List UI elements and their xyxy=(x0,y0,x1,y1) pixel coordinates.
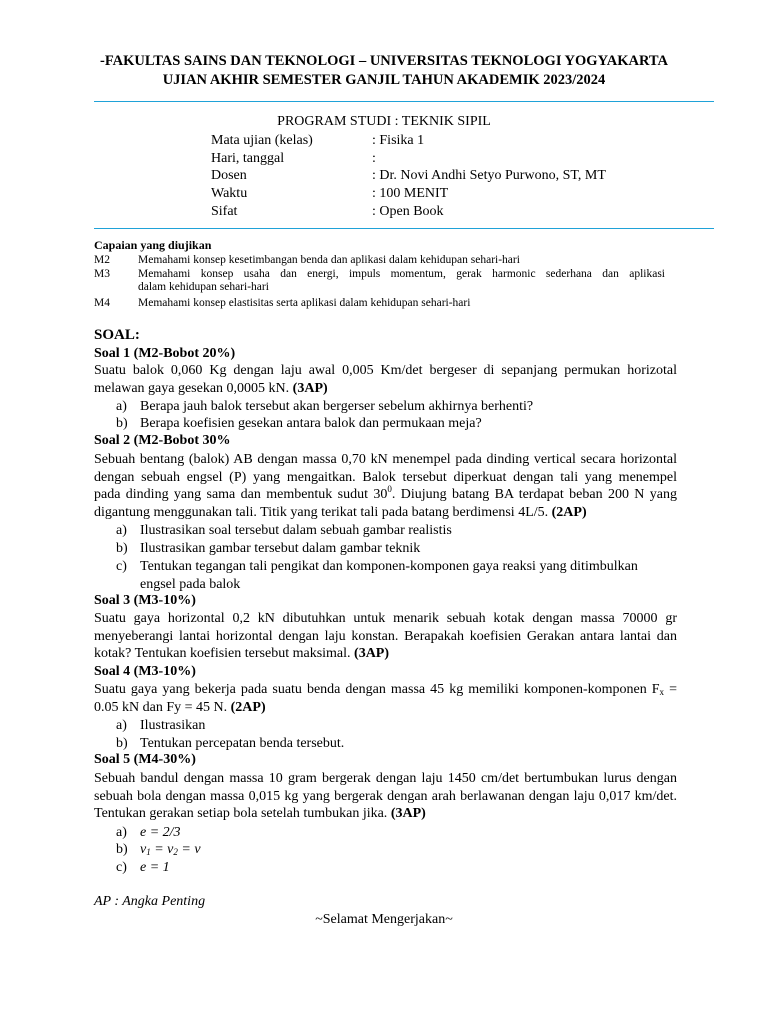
capaian-item-m2 xyxy=(94,254,670,267)
soal-4-text xyxy=(94,681,677,716)
capaian-code: M2 xyxy=(94,254,110,266)
paragraph-line xyxy=(94,681,677,699)
soal-4-title: Soal 4 (M3-10%) xyxy=(94,664,196,679)
ap-marker: (3AP) xyxy=(390,806,426,822)
capaian-heading: Capaian yang diujikan xyxy=(94,238,212,252)
ap-note: AP : Angka Penting xyxy=(94,894,206,909)
paragraph-line: dengan sebuah engsel (P) yang mengaitkan. Balok tersebut diperkuat dengan tali yang menempel xyxy=(94,469,677,485)
paragraph-text: pada dinding yang sama dan membentuk sudut 30 xyxy=(94,487,388,503)
header-divider xyxy=(94,101,714,102)
item-marker: a) xyxy=(116,399,127,414)
paragraph-line: Sebuah bandul dengan massa 10 gram bergerak dengan laju 1450 cm/det bertumbukan lurus dengan xyxy=(94,771,677,786)
item-text: Ilustrasikan soal tersebut dalam sebuah gambar realistis xyxy=(140,523,452,538)
soal-3-title: Soal 3 (M3-10%) xyxy=(94,593,196,608)
paragraph-line xyxy=(94,486,677,504)
paragraph-line xyxy=(94,380,677,398)
paragraph-text: Suatu gaya yang bekerja pada suatu benda dengan massa 45 kg memiliki komponen-komponen F xyxy=(94,682,660,697)
subscript: 2 xyxy=(173,847,178,857)
capaian-text-line: dalam kehidupan sehari-hari xyxy=(138,281,269,293)
paragraph-line xyxy=(94,645,677,663)
capaian-text: Memahami konsep elastisitas serta aplikasi dalam kehidupan sehari-hari xyxy=(138,297,471,309)
paragraph-text: = xyxy=(664,682,677,697)
paragraph-line: Suatu balok 0,060 Kg dengan laju awal 0,005 Km/det bergeser di sepanjang permukan horizotal xyxy=(94,363,677,378)
soal-2-title: Soal 2 (M2-Bobot 30% xyxy=(94,433,231,448)
item-marker: b) xyxy=(116,416,128,431)
paragraph-line xyxy=(94,504,677,522)
item-text: e = 1 xyxy=(140,860,170,875)
soal-5-text xyxy=(94,770,677,823)
paragraph-text: Tentukan gerakan setiap bola setelah tumbukan jika. xyxy=(94,806,391,822)
item-text: Berapa koefisien gesekan antara balok dan permukaan meja? xyxy=(140,416,482,431)
info-label: Waktu xyxy=(211,186,248,201)
item-marker: b) xyxy=(116,842,128,857)
math-var: v xyxy=(140,842,147,857)
ap-marker: (3AP) xyxy=(354,646,390,662)
paragraph-text: kotak? Tentukan koefisien tersebut maksimal. xyxy=(94,646,355,662)
item-text xyxy=(140,558,676,593)
info-label: Sifat xyxy=(211,204,238,219)
paragraph-line: menyeberangi lantai horizontal dengan laju konstan. Berapakah koefisien Gerakan antara lantai dan xyxy=(94,628,677,644)
item-marker: a) xyxy=(116,718,127,733)
info-value: : Fisika 1 xyxy=(372,133,425,148)
capaian-item-m3 xyxy=(94,268,670,294)
info-divider xyxy=(94,228,714,229)
info-label: Mata ujian (kelas) xyxy=(211,133,313,148)
ap-marker: (2AP) xyxy=(551,504,587,520)
math-text: = v xyxy=(150,842,174,857)
capaian-code: M3 xyxy=(94,268,110,280)
item-marker: c) xyxy=(116,860,127,875)
ap-marker: (3AP) xyxy=(292,380,328,396)
item-marker: c) xyxy=(116,559,127,574)
paragraph-line: sebuah bola dengan massa 0,015 kg yang bergerak dengan arah berlawanan dengan laju 0,017 km/det. xyxy=(94,788,677,804)
degree-superscript: 0 xyxy=(387,484,392,495)
item-text-line: Tentukan tegangan tali pengikat dan komponen-komponen gaya reaksi yang ditimbulkan xyxy=(140,559,638,574)
subscript: x xyxy=(659,687,665,697)
ap-marker: (2AP) xyxy=(230,699,266,715)
item-marker: b) xyxy=(116,736,128,751)
capaian-item-m4 xyxy=(94,297,670,310)
soal-1-title: Soal 1 (M2-Bobot 20%) xyxy=(94,346,236,361)
program-studi: PROGRAM STUDI : TEKNIK SIPIL xyxy=(277,114,491,129)
paragraph-text: . Diujung batang BA terdapat beban 200 N yang xyxy=(391,487,677,503)
paragraph-line xyxy=(94,699,677,717)
exam-header-faculty: -FAKULTAS SAINS DAN TEKNOLOGI – UNIVERSITAS TEKNOLOGI YOGYAKARTA xyxy=(100,53,668,69)
item-text: e = 2/3 xyxy=(140,825,181,840)
info-value: : Open Book xyxy=(372,204,444,219)
soal-1-text xyxy=(94,362,677,397)
info-value: : xyxy=(372,151,376,166)
paragraph-text: digantung menggunakan tali. Titik yang terikat tali pada batang berdimensi 4L/5. xyxy=(94,504,552,520)
exam-header-semester: UJIAN AKHIR SEMESTER GANJIL TAHUN AKADEMIK 2023/2024 xyxy=(162,72,606,88)
soal-2-text xyxy=(94,451,677,521)
subscript: 1 xyxy=(146,847,151,857)
item-text: Berapa jauh balok tersebut akan bergerser sebelum akhirnya berhenti? xyxy=(140,399,534,414)
item-text: Tentukan percepatan benda tersebut. xyxy=(140,736,345,751)
soal-heading: SOAL: xyxy=(94,327,140,343)
capaian-text: Memahami konsep kesetimbangan benda dan aplikasi dalam kehidupan sehari-hari xyxy=(138,254,520,266)
paragraph-line: Sebuah bentang (balok) AB dengan massa 0,70 kN menempel pada dinding vertical secara horizontal xyxy=(94,452,677,467)
capaian-text-line: Memahami konsep usaha dan energi, impuls momentum, gerak harmonic sederhana dan aplikasi xyxy=(138,268,665,280)
item-text: Ilustrasikan xyxy=(140,718,206,733)
math-text: = v xyxy=(177,842,201,857)
paragraph-text: 0.05 kN dan Fy = 45 N. xyxy=(94,699,231,715)
info-value: : 100 MENIT xyxy=(372,186,449,201)
info-value: : Dr. Novi Andhi Setyo Purwono, ST, MT xyxy=(372,168,606,183)
item-marker: a) xyxy=(116,523,127,538)
capaian-code: M4 xyxy=(94,297,110,309)
paragraph-line xyxy=(94,805,677,823)
soal-3-text xyxy=(94,610,677,663)
capaian-text xyxy=(138,268,665,294)
item-marker: a) xyxy=(116,825,127,840)
soal-5-title: Soal 5 (M4-30%) xyxy=(94,752,196,767)
item-text xyxy=(140,841,676,859)
paragraph-line: Suatu gaya horizontal 0,2 kN dibutuhkan untuk menarik sebuah kotak dengan massa 70000 gr xyxy=(94,611,677,626)
item-text: Ilustrasikan gambar tersebut dalam gambar teknik xyxy=(140,541,421,556)
info-label: Hari, tanggal xyxy=(211,151,285,166)
item-marker: b) xyxy=(116,541,128,556)
paragraph-text: melawan gaya gesekan 0,0005 kN. xyxy=(94,380,293,396)
item-text-line: engsel pada balok xyxy=(140,576,241,592)
closing-text: ~Selamat Mengerjakan~ xyxy=(315,912,453,927)
info-label: Dosen xyxy=(211,168,247,183)
